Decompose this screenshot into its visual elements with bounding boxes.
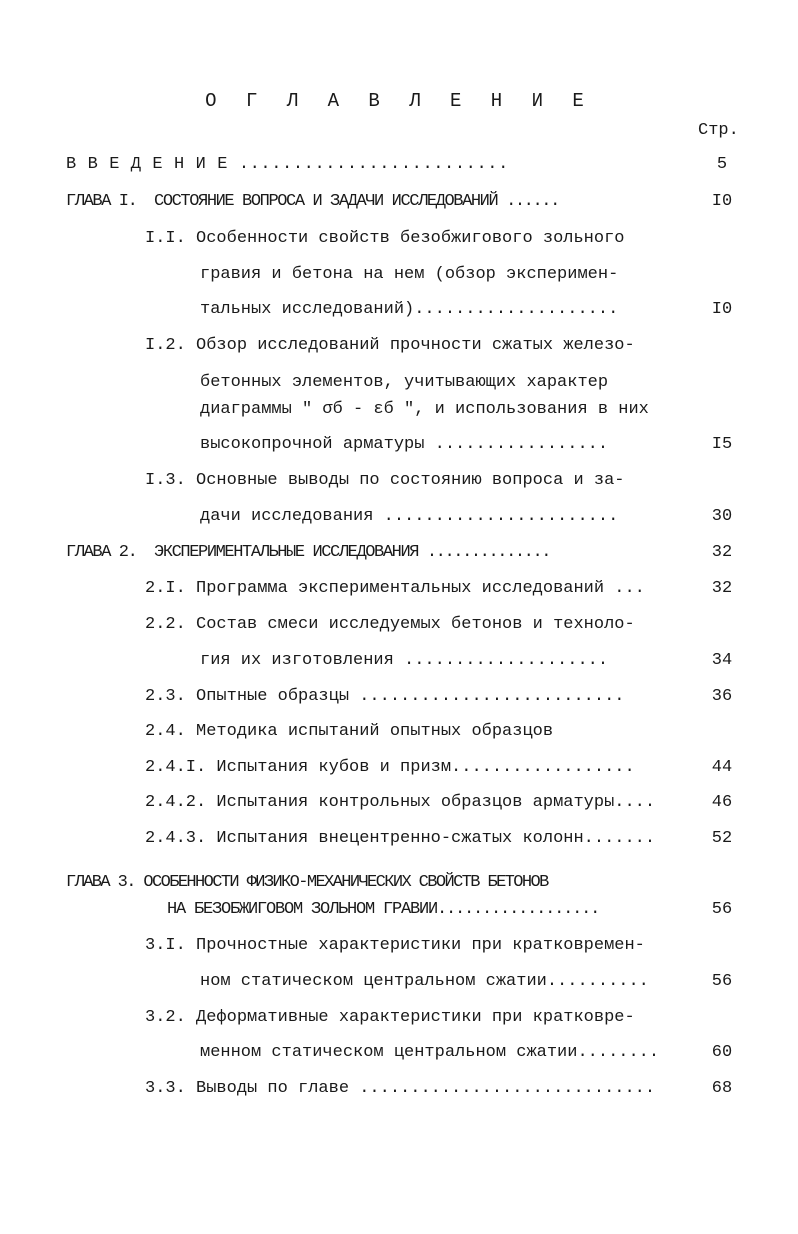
toc-section-1-3: I.3. Основные выводы по состоянию вопроса и за- (145, 471, 625, 490)
toc-page-number: I0 (711, 192, 733, 211)
toc-page-number: I5 (711, 435, 733, 454)
toc-page-number: 56 (711, 972, 733, 991)
toc-section-3-2-cont: менном статическом центральном сжатии........ (200, 1043, 660, 1062)
toc-chapter-2: ГЛАВА 2. ЭКСПЕРИМЕНТАЛЬНЫЕ ИССЛЕДОВАНИЯ .............. (66, 543, 551, 562)
toc-section-2-4-2: 2.4.2. Испытания контрольных образцов арматуры.... (145, 793, 656, 812)
toc-chapter-1: ГЛАВА I. СОСТОЯНИЕ ВОПРОСА И ЗАДАЧИ ИССЛЕДОВАНИЙ ...... (66, 192, 559, 211)
pages-column-header: Стр. (698, 121, 739, 140)
toc-page-number: 34 (711, 651, 733, 670)
toc-section-2-2: 2.2. Состав смеси исследуемых бетонов и техноло- (145, 615, 635, 634)
toc-section-2-3: 2.3. Опытные образцы .......................... (145, 687, 625, 706)
toc-page-number: 5 (716, 155, 728, 174)
toc-page-number: 52 (711, 829, 733, 848)
toc-section-1-1: I.I. Особенности свойств безобжигового зольного (145, 229, 625, 248)
toc-page-number: 36 (711, 687, 733, 706)
toc-page-number: 60 (711, 1043, 733, 1062)
toc-page-number: 32 (711, 543, 733, 562)
toc-section-1-1-cont: тальных исследований).................... (200, 300, 619, 319)
toc-section-3-2: 3.2. Деформативные характеристики при кратковре- (145, 1008, 635, 1027)
toc-section-1-2-cont: бетонных элементов, учитывающих характер (200, 373, 609, 392)
page-title: О Г Л А В Л Е Н И Е (205, 90, 593, 112)
toc-section-2-4: 2.4. Методика испытаний опытных образцов (145, 722, 554, 741)
toc-section-1-2-cont: диаграммы " σб - εб ", и использования в них (200, 400, 649, 419)
toc-chapter-3-cont: НА БЕЗОБЖИГОВОМ ЗОЛЬНОМ ГРАВИИ.................. (167, 900, 600, 919)
toc-page-number: 44 (711, 758, 733, 777)
toc-page-number: I0 (711, 300, 733, 319)
toc-section-2-4-1: 2.4.I. Испытания кубов и призм.................. (145, 758, 635, 777)
toc-section-3-1: 3.I. Прочностные характеристики при кратковремен- (145, 936, 645, 955)
toc-section-3-1-cont: ном статическом центральном сжатии.......... (200, 972, 649, 991)
toc-section-1-3-cont: дачи исследования ....................... (200, 507, 619, 526)
toc-section-3-3: 3.3. Выводы по главе ............................. (145, 1079, 656, 1098)
toc-section-2-2-cont: гия их изготовления .................... (200, 651, 609, 670)
toc-page-number: 56 (711, 900, 733, 919)
toc-page-number: 46 (711, 793, 733, 812)
toc-page-number: 68 (711, 1079, 733, 1098)
toc-page-number: 30 (711, 507, 733, 526)
toc-section-1-1-cont: гравия и бетона на нем (обзор эксперимен- (200, 265, 619, 284)
toc-section-2-4-3: 2.4.3. Испытания внецентренно-сжатых колонн....... (145, 829, 656, 848)
toc-section-2-1: 2.I. Программа экспериментальных исследований ... (145, 579, 645, 598)
toc-section-1-2: I.2. Обзор исследований прочности сжатых железо- (145, 336, 635, 355)
toc-page-number: 32 (711, 579, 733, 598)
toc-intro: В В Е Д Е Н И Е ......................... (66, 155, 509, 174)
toc-chapter-3: ГЛАВА 3. ОСОБЕННОСТИ ФИЗИКО-МЕХАНИЧЕСКИХ СВОЙСТВ БЕТОНОВ (66, 873, 548, 892)
toc-section-1-2-cont: высокопрочной арматуры ................. (200, 435, 609, 454)
